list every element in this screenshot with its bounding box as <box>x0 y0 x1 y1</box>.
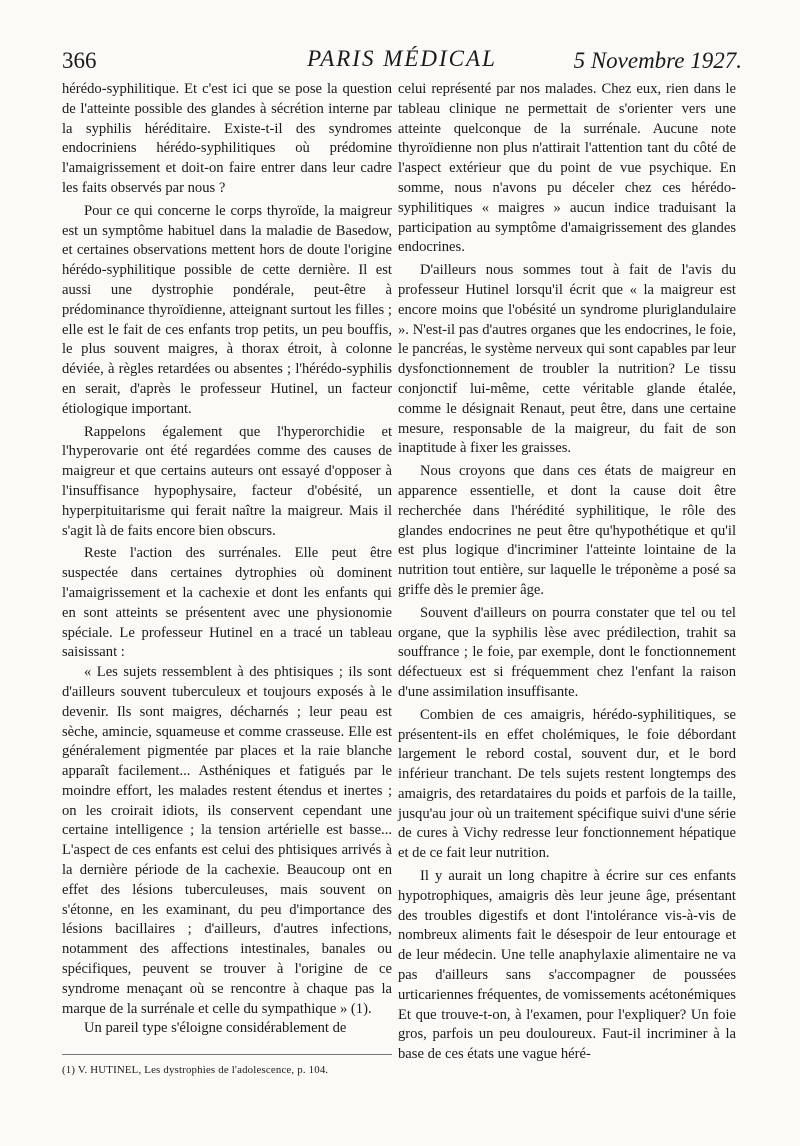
page-number: 366 <box>62 48 97 73</box>
paragraph: Rappelons également que l'hyperorchidie et l'hyperovarie ont été regardées comme des causes de maigreur et que certains auteurs ont essayé d'opposer à l'insuffisance hypophysaire, facteur d'obésité, un hyperpituitarisme qui ferait naître la maigreur. Mais il s'agit là de faits encore bien obscurs. <box>62 423 392 539</box>
issue-date: 5 Novembre 1927. <box>573 48 742 73</box>
page-header <box>62 44 742 78</box>
paragraph: Reste l'action des surrénales. Elle peut être suspectée dans certaines dytrophies où dominent l'amaigrissement et la cachexie et dont les enfants qui en sont atteints se présentent avec une physionomie spéciale. Le professeur Hutinel en a tracé un tableau saisissant : <box>62 545 392 661</box>
paragraph: D'ailleurs nous sommes tout à fait de l'avis du professeur Hutinel lorsqu'il écrit que « la maigreur est encore moins que l'obésité un syndrome pluriglandulaire ». N'est-il pas d'autres organes que les endocrines, le foie, le pancréas, le système nerveux qui sont capables par leur dysfonctionnement de troubler la nutrition? Le tissu conjonctif lui-même, cette véritable glande étalée, comme le désignait Renaut, peut être, dans une certaine mesure, responsable de la maigreur, du fait de son inaptitude à fixer les graisses. <box>398 262 736 457</box>
paragraph: Il y aurait un long chapitre à écrire sur ces enfants hypotrophiques, amaigris dès leur jeune âge, présentant des troubles digestifs et dont l'intolérance vis-à-vis de nombreux aliments fait le désespoir de leur entourage et de leur médecin. Une telle anaphylaxie alimentaire ne va pas d'ailleurs sans s'accompagner de poussées urticariennes fréquentes, de vomissements acétonémiques Et que trouve-t-on, à l'examen, pour l'expliquer? Un foie gros, parfois un peu douloureux. Faut-il incriminer à la base de ces états une vague héré- <box>398 868 736 1063</box>
paragraph: Un pareil type s'éloigne considérablement de <box>84 1020 347 1037</box>
paragraph: Combien de ces amaigris, hérédo-syphilitiques, se présentent-ils en effet cholémiques, le foie débordant largement le rebord costal, souvent dur, et le bord inférieur tranchant. De tels sujets restent longtemps des amaigris, des retardataires du poids et parfois de la taille, jusqu'au jour où un traitement spécifique suivi d'une série de cures à Vichy redresse leur fonctionnement hépatique et de ce fait leur nutrition. <box>398 706 736 862</box>
left-column <box>62 80 392 1039</box>
paragraph: hérédo-syphilitique. Et c'est ici que se pose la question de l'atteinte possible des glandes à sécrétion interne par la syphilis héréditaire. Existe-t-il des syndromes endocriniens hérédo-syphilitiques où prédomine l'amaigrissement et doit-on faire entrer dans leur cadre les faits observés par nous ? <box>62 81 392 196</box>
right-column <box>398 80 736 1065</box>
footnote-divider <box>62 1054 392 1055</box>
paragraph: Pour ce qui concerne le corps thyroïde, la maigreur est un symptôme habituel dans la maladie de Basedow, et certaines observations mettent hors de doute l'origine hérédo-syphilitique possible de cette dernière. Il est aussi une dystrophie pondérale, peut-être à prédominance thyroïdienne, atteignant surtout les filles ; elle est le fait de ces enfants trop petits, un peu bouffis, le plus souvent maigres, à thorax étroit, à colonne déviée, à règles retardées ou absentes ; l'hérédo-syphilis en serait, d'après le professeur Hutinel, un facteur étiologique important. <box>62 202 392 417</box>
paragraph: Nous croyons que dans ces états de maigreur en apparence essentielle, et dont la cause doit être recherchée dans l'hérédité syphilitique, le rôle des glandes endocrines ne peut être qu'hypothétique et qu'il est plus logique d'incriminer l'atteinte lointaine de la nutrition tout entière, sur laquelle le tréponème a posé sa griffe dès le premier âge. <box>398 463 736 598</box>
running-title: PARIS MÉDICAL <box>307 46 497 71</box>
paragraph: Souvent d'ailleurs on pourra constater que tel ou tel organe, que la syphilis lèse avec prédilection, trahit sa souffrance ; le foie, par exemple, dont le fonctionnement défectueux est si fréquemment chez l'enfant la raison d'une assimilation insuffisante. <box>398 604 736 700</box>
quotation: « Les sujets ressemblent à des phtisiques ; ils sont d'ailleurs souvent tuberculeux et toujours exposés à le devenir. Ils sont maigres, décharnés ; leur peau est sèche, amincie, squameuse et comme crasseuse. Elle est généralement pigmentée par places et la raie blanche apparaît facilement... Asthéniques et fatigués par le moindre effort, les malades restent étendus et inertes ; on les croirait idiots, ils conservent cependant une certaine intelligence ; la tension artérielle est basse... L'aspect de ces enfants est celui des phtisiques arrivés à la dernière période de la cachexie. Beaucoup ont en effet des lésions tuberculeuses, mais souvent on s'étonne, en les examinant, du peu d'importance des lésions bacillaires ; d'ailleurs, d'autres infections, notamment des affections intestinales, banales ou spécifiques, peuvent se trouver à l'origine de ce syndrome menaçant où se rencontre à chaque pas la marque de la surrénale et celle du sympathique » (1). <box>62 664 392 1017</box>
footnote: (1) V. HUTINEL, Les dystrophies de l'adolescence, p. 104. <box>62 1064 329 1076</box>
paragraph: celui représenté par nos malades. Chez eux, rien dans le tableau clinique ne permettait de s'orienter vers une atteinte quelconque de la surrénale. Aucune note thyroïdienne non plus n'attirait l'attention tant du côté de l'aspect extérieur que du point de vue psychique. En somme, nous n'avons pu déceler chez ces hérédo-syphilitiques « maigres » aucun indice traduisant la participation au symptôme d'amaigrissement des glandes endocrines. <box>398 81 736 256</box>
